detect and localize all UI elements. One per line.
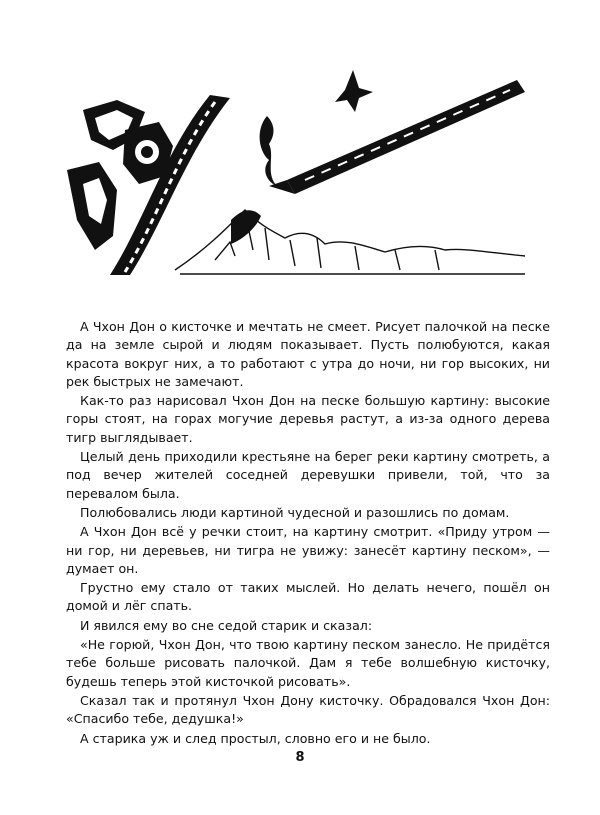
ornament-stones xyxy=(67,100,173,250)
paragraph: И явился ему во сне седой старик и сказал: xyxy=(80,617,373,633)
mountain-landscape xyxy=(175,210,525,274)
paragraph: Как-то раз нарисовал Чхон Дон на песке большую картину: высокие горы стоят, на горах могучие деревья растут, а из-за одного дерева тигр выглядывает. xyxy=(66,393,550,445)
paragraph: А Чхон Дон о кисточке и мечтать не смеет. Рисует палочкой на песке да на земле сырой и людям показывает. Пусть полюбуются, какая красота вокруг них, а то работают с утра до ночи, ни гор высоких, ни рек быстрых не замечают. xyxy=(66,319,550,389)
paragraph: Полюбовались люди картиной чудесной и разошлись по домам. xyxy=(80,504,510,520)
paragraph: А Чхон Дон всё у речки стоит, на картину смотрит. «Приду утром — ни гор, ни деревьев, ни тигра не увижу: занесёт картину песком», — думает он. xyxy=(66,524,550,576)
star-icon xyxy=(335,70,373,112)
paragraph: «Не горюй, Чхон Дон, что твою картину песком занесло. Не придётся тебе больше рисовать палочкой. Дам я тебе волшебную кисточку, будешь теперь этой кисточкой рисовать». xyxy=(66,637,550,689)
brush-icon xyxy=(260,80,525,194)
paragraph: А старика уж и след простыл, словно его и не было. xyxy=(80,730,431,746)
paragraph: Грустно ему стало от таких мыслей. Но делать нечего, пошёл он домой и лёг спать. xyxy=(66,580,550,614)
paragraph: Целый день приходили крестьяне на берег реки картину смотреть, а под вечер жителей соседней деревушки привели, той, что за перевалом была. xyxy=(66,449,550,501)
story-text xyxy=(66,318,550,749)
page-number: 8 xyxy=(295,750,305,765)
paragraph: Сказал так и протянул Чхон Дону кисточку. Обрадовался Чхон Дон: «Спасибо тебе, дедушка!» xyxy=(66,692,550,727)
illustration-brush-and-landscape xyxy=(55,60,535,285)
